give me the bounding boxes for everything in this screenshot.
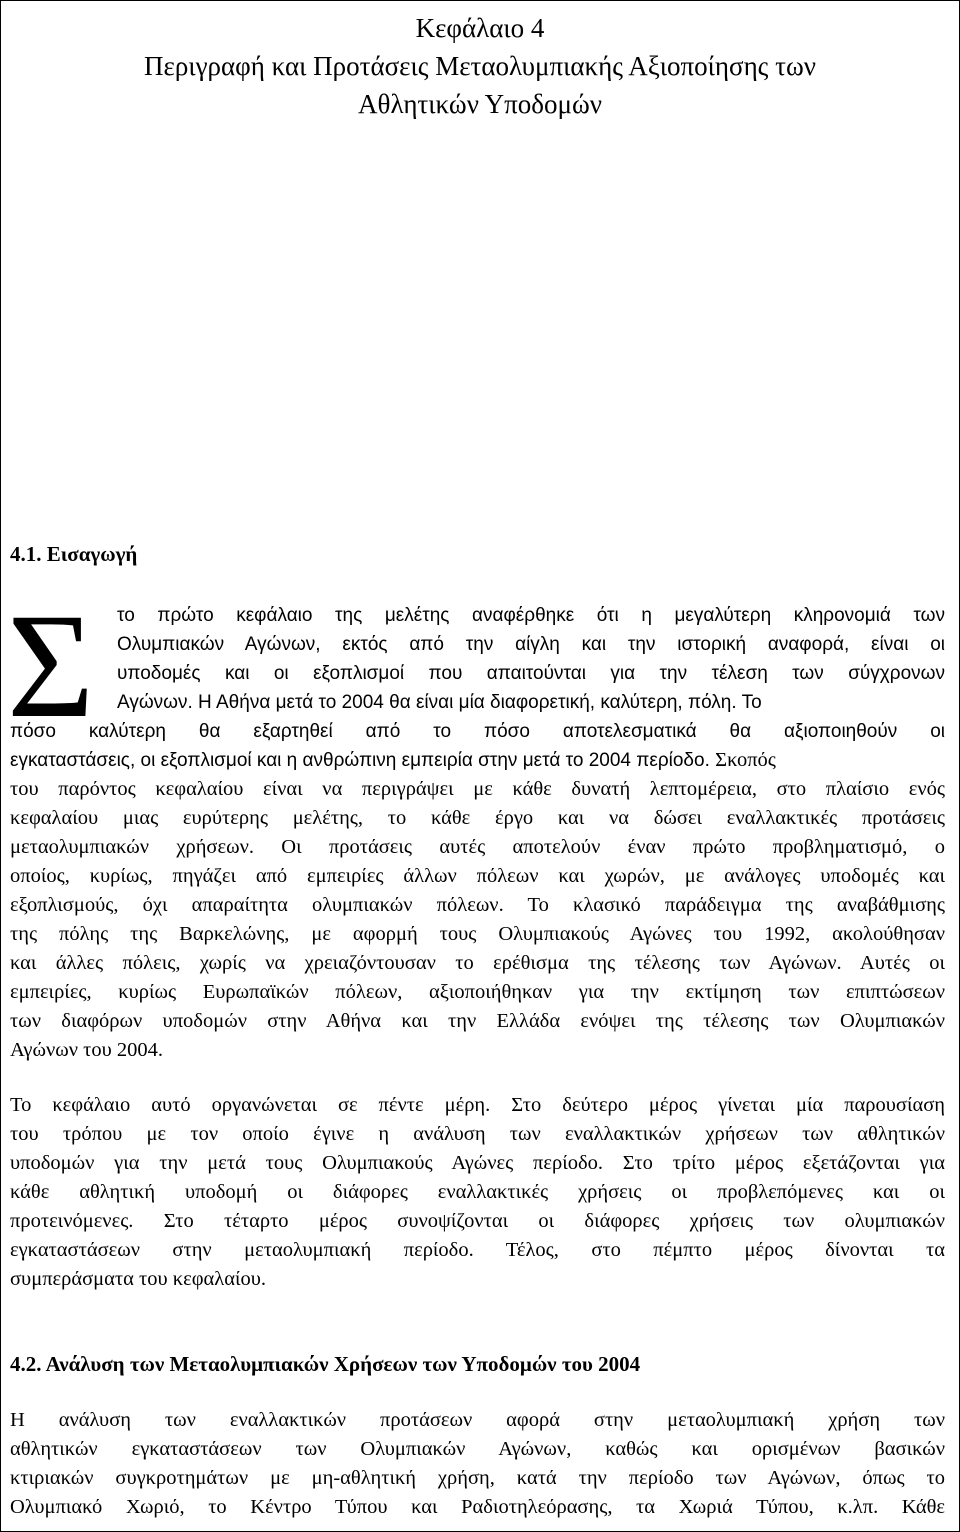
paragraph-line: εγκαταστάσεις, οι εξοπλισμοί και η ανθρώπινη εμπειρία στην μετά το 2004 περίοδο. Σκοπός bbox=[10, 749, 776, 771]
paragraph-line: κεφαλαίου μιας ευρύτερης μελέτης, το κάθε έργο και να δώσει εναλλακτικές προτάσεις bbox=[10, 807, 945, 829]
paragraph-line: υποδομών για την μετά τους Ολυμπιακούς Αγώνες περίοδο. Στο τρίτο μέρος εξετάζονται για bbox=[10, 1152, 945, 1174]
chapter-number: Κεφάλαιο 4 bbox=[415, 13, 545, 43]
chapter-title bbox=[1, 9, 959, 123]
paragraph-line: Το κεφάλαιο αυτό οργανώνεται σε πέντε μέρη. Στο δεύτερο μέρος γίνεται μία παρουσίαση bbox=[10, 1094, 945, 1116]
paragraph-line: εγκαταστάσεων στην μεταολυμπιακή περίοδο. Τέλος, στο πέμπτο μέρος δίνονται τα bbox=[10, 1239, 945, 1261]
paragraph-line: του παρόντος κεφαλαίου είναι να περιγράψει με κάθε δυνατή λεπτομέρεια, στο πλαίσιο ενός bbox=[10, 778, 945, 800]
chapter-title-line-2: Περιγραφή και Προτάσεις Μεταολυμπιακής Αξιοποίησης των bbox=[144, 51, 816, 81]
paragraph-line: Η ανάλυση των εναλλακτικών προτάσεων αφορά στην μεταολυμπιακή χρήση των bbox=[10, 1409, 945, 1431]
paragraph-line: πόσο καλύτερη θα εξαρτηθεί από το πόσο αποτελεσματικά θα αξιοποιηθούν οι bbox=[10, 721, 945, 742]
paragraph-line: των διαφόρων υποδομών στην Αθήνα και την Ελλάδα ενόψει της τέλεσης των Ολυμπιακών bbox=[10, 1010, 945, 1032]
paragraph-analysis bbox=[10, 1406, 945, 1522]
paragraph-line: Ολυμπιακών Αγώνων, εκτός από την αίγλη και την ιστορική αναφορά, είναι οι bbox=[117, 634, 945, 655]
paragraph-line: του τρόπου με τον οποίο έγινε η ανάλυση των εναλλακτικών χρήσεων των αθλητικών bbox=[10, 1123, 945, 1145]
paragraph-line: υποδομές και οι εξοπλισμοί που απαιτούνται για την τέλεση των σύγχρονων bbox=[117, 663, 945, 684]
paragraph-line: αθλητικών εγκαταστάσεων των Ολυμπιακών Αγώνων, καθώς και ορισμένων βασικών bbox=[10, 1438, 945, 1460]
paragraph-line: και άλλες πόλεις, χωρίς να χρειαζόντουσαν το ερέθισμα της τέλεσης των Αγώνων. Αυτές οι bbox=[10, 952, 945, 974]
paragraph-line: οποίος, κυρίως, πηγάζει από εμπειρίες άλλων πόλεων και χωρών, με ανάλογες υποδομές και bbox=[10, 865, 945, 887]
paragraph-line: εξοπλισμούς, όχι απαραίτητα ολυμπιακών πόλεων. Το κλασικό παράδειγμα της αναβάθμισης bbox=[10, 894, 945, 916]
paragraph-line: κάθε αθλητική υποδομή οι διάφορες εναλλακτικές χρήσεις οι προβλεπόμενες και οι bbox=[10, 1181, 945, 1203]
paragraph-line: μεταολυμπιακών χρήσεων. Οι προτάσεις αυτές αποτελούν έναν πρώτο προβληματισμό, ο bbox=[10, 836, 945, 858]
paragraph-intro-indented bbox=[10, 601, 945, 717]
section-heading-4-2: 4.2. Ανάλυση των Μεταολυμπιακών Χρήσεων των Υποδομών του 2004 bbox=[10, 1352, 641, 1376]
chapter-title-line-3: Αθλητικών Υποδομών bbox=[358, 89, 602, 119]
paragraph-line: Ολυμπιακό Χωριό, το Κέντρο Τύπου και Ραδιοτηλεόρασης, τα Χωριά Τύπου, κ.λπ. Κάθε bbox=[10, 1496, 945, 1518]
dropcap-letter: Σ bbox=[7, 583, 95, 749]
paragraph-line: Αγώνων. Η Αθήνα μετά το 2004 θα είναι μία διαφορετική, καλύτερη, πόλη. Το bbox=[117, 692, 762, 713]
paragraph-line: το πρώτο κεφάλαιο της μελέτης αναφέρθηκε ότι η μεγαλύτερη κληρονομιά των bbox=[117, 605, 945, 626]
section-heading-4-1: 4.1. Εισαγωγή bbox=[10, 542, 138, 566]
paragraph-structure bbox=[10, 1091, 945, 1294]
paragraph-line: Αγώνων του 2004. bbox=[10, 1039, 163, 1061]
paragraph-line: εμπειρίες, κυρίως Ευρωπαϊκών πόλεων, αξιοποιήθηκαν για την εκτίμηση των επιπτώσεων bbox=[10, 981, 945, 1003]
paragraph-line: της πόλης της Βαρκελώνης, με αφορμή τους Ολυμπιακούς Αγώνες του 1992, ακολούθησαν bbox=[10, 923, 945, 945]
paragraph-line: συμπεράσματα του κεφαλαίου. bbox=[10, 1268, 266, 1290]
paragraph-line: κτιριακών συγκροτημάτων με μη-αθλητική χρήση, κατά την περίοδο των Αγώνων, όπως το bbox=[10, 1467, 945, 1489]
paragraph-intro-body bbox=[10, 717, 945, 1065]
paragraph-line: προτεινόμενες. Στο τέταρτο μέρος συνοψίζονται οι διάφορες χρήσεις των ολυμπιακών bbox=[10, 1210, 945, 1232]
